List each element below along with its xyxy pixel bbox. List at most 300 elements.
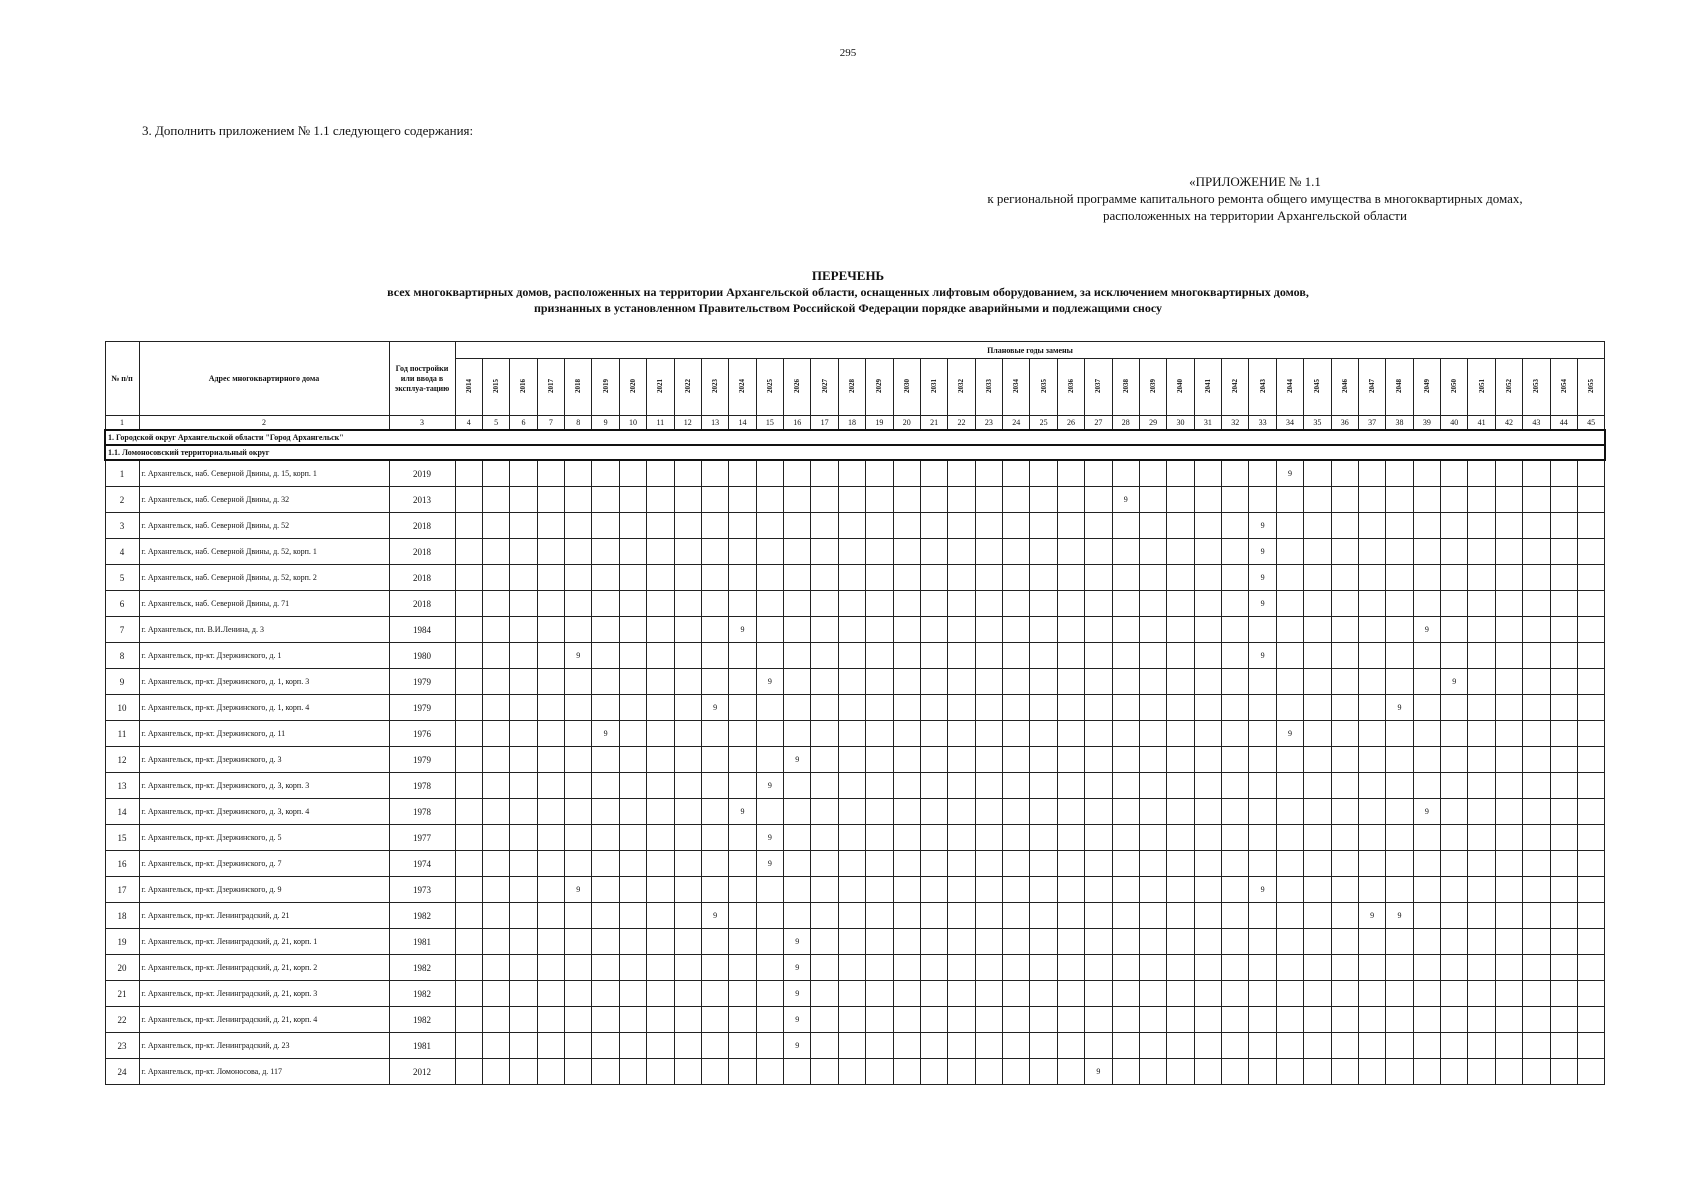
- year-cell-2032: [948, 1059, 975, 1085]
- header-year-2024: [729, 359, 756, 416]
- column-number: 28: [1112, 416, 1139, 431]
- year-cell-2043: [1249, 929, 1276, 955]
- column-number: 35: [1304, 416, 1331, 431]
- year-cell-2036: [1057, 747, 1084, 773]
- column-number: 31: [1194, 416, 1221, 431]
- year-cell-2032: [948, 539, 975, 565]
- column-number: 36: [1331, 416, 1358, 431]
- year-cell-2020: [619, 513, 646, 539]
- row-address: г. Архангельск, наб. Северной Двины, д. 32: [139, 487, 389, 513]
- year-cell-2033: [975, 513, 1002, 539]
- year-cell-2042: [1222, 1007, 1249, 1033]
- year-cell-2045: [1304, 1033, 1331, 1059]
- year-cell-2035: [1030, 617, 1057, 643]
- year-cell-2047: [1358, 721, 1385, 747]
- year-cell-2033: [975, 565, 1002, 591]
- year-cell-2034: [1003, 669, 1030, 695]
- year-cell-2017: [537, 695, 564, 721]
- year-cell-2020: [619, 851, 646, 877]
- year-cell-2023: [701, 851, 728, 877]
- year-cell-2032: [948, 955, 975, 981]
- year-cell-2026: 9: [784, 1033, 811, 1059]
- row-built-year: 1982: [389, 903, 455, 929]
- year-cell-2028: [838, 799, 865, 825]
- year-cell-2017: [537, 539, 564, 565]
- row-built-year: 1978: [389, 773, 455, 799]
- row-address: г. Архангельск, пл. В.И.Ленина, д. 3: [139, 617, 389, 643]
- year-cell-2022: [674, 643, 701, 669]
- year-cell-2018: [565, 747, 592, 773]
- year-cell-2030: [893, 903, 920, 929]
- year-cell-2037: [1085, 825, 1112, 851]
- year-cell-2036: [1057, 799, 1084, 825]
- year-cell-2034: [1003, 1033, 1030, 1059]
- year-cell-2017: [537, 565, 564, 591]
- year-cell-2048: [1386, 565, 1413, 591]
- row-built-year: 2018: [389, 539, 455, 565]
- year-cell-2045: [1304, 903, 1331, 929]
- year-cell-2016: [510, 825, 537, 851]
- year-cell-2028: [838, 565, 865, 591]
- year-cell-2019: [592, 695, 619, 721]
- year-cell-2026: [784, 773, 811, 799]
- year-cell-2046: [1331, 903, 1358, 929]
- year-cell-2023: [701, 825, 728, 851]
- year-cell-2039: [1139, 591, 1166, 617]
- year-cell-2042: [1222, 825, 1249, 851]
- year-cell-2046: [1331, 695, 1358, 721]
- year-cell-2024: [729, 591, 756, 617]
- year-cell-2021: [647, 695, 674, 721]
- row-number: 3: [105, 513, 139, 539]
- year-cell-2036: [1057, 721, 1084, 747]
- column-number: 1: [105, 416, 139, 431]
- year-cell-2055: [1577, 721, 1605, 747]
- column-number: 38: [1386, 416, 1413, 431]
- year-cell-2035: [1030, 1059, 1057, 1085]
- row-address: г. Архангельск, пр-кт. Ленинградский, д. 21, корп. 4: [139, 1007, 389, 1033]
- row-built-year: 2013: [389, 487, 455, 513]
- year-cell-2031: [920, 591, 947, 617]
- row-address: г. Архангельск, пр-кт. Ломоносова, д. 117: [139, 1059, 389, 1085]
- year-cell-2025: [756, 721, 783, 747]
- year-cell-2028: [838, 460, 865, 487]
- year-cell-2035: [1030, 825, 1057, 851]
- year-label: 2050: [1450, 379, 1459, 393]
- year-cell-2016: [510, 903, 537, 929]
- year-cell-2052: [1495, 825, 1522, 851]
- year-cell-2050: [1441, 929, 1468, 955]
- group-row-district: [105, 445, 1605, 460]
- year-cell-2041: [1194, 1007, 1221, 1033]
- year-cell-2049: [1413, 1059, 1440, 1085]
- year-cell-2034: [1003, 799, 1030, 825]
- year-cell-2054: [1550, 851, 1577, 877]
- year-cell-2046: [1331, 460, 1358, 487]
- row-built-year: 1979: [389, 669, 455, 695]
- year-cell-2030: [893, 721, 920, 747]
- year-cell-2041: [1194, 669, 1221, 695]
- year-cell-2048: [1386, 747, 1413, 773]
- year-cell-2051: [1468, 851, 1495, 877]
- year-cell-2038: [1112, 617, 1139, 643]
- table-row: [105, 1059, 1605, 1085]
- year-cell-2027: [811, 773, 838, 799]
- year-cell-2038: [1112, 539, 1139, 565]
- column-number: 13: [701, 416, 728, 431]
- year-cell-2017: [537, 487, 564, 513]
- year-cell-2039: [1139, 851, 1166, 877]
- year-cell-2018: 9: [565, 643, 592, 669]
- column-number: 23: [975, 416, 1002, 431]
- year-cell-2021: [647, 1033, 674, 1059]
- year-cell-2050: [1441, 460, 1468, 487]
- year-cell-2027: [811, 747, 838, 773]
- year-cell-2040: [1167, 487, 1194, 513]
- year-cell-2019: [592, 643, 619, 669]
- table-row: [105, 877, 1605, 903]
- year-cell-2016: [510, 565, 537, 591]
- year-cell-2033: [975, 747, 1002, 773]
- year-cell-2014: [455, 1033, 482, 1059]
- year-cell-2014: [455, 513, 482, 539]
- year-cell-2020: [619, 565, 646, 591]
- year-cell-2018: [565, 669, 592, 695]
- row-address: г. Архангельск, наб. Северной Двины, д. 71: [139, 591, 389, 617]
- year-cell-2015: [482, 695, 509, 721]
- year-cell-2040: [1167, 773, 1194, 799]
- year-cell-2038: [1112, 460, 1139, 487]
- year-cell-2052: [1495, 460, 1522, 487]
- column-number: 24: [1003, 416, 1030, 431]
- year-cell-2014: [455, 929, 482, 955]
- year-cell-2040: [1167, 981, 1194, 1007]
- row-number: 10: [105, 695, 139, 721]
- row-built-year: 2018: [389, 513, 455, 539]
- year-cell-2031: [920, 643, 947, 669]
- year-cell-2046: [1331, 1033, 1358, 1059]
- year-cell-2032: [948, 851, 975, 877]
- year-cell-2027: [811, 1059, 838, 1085]
- year-label: 2020: [628, 379, 637, 393]
- year-cell-2019: 9: [592, 721, 619, 747]
- year-cell-2015: [482, 747, 509, 773]
- year-cell-2029: [866, 799, 893, 825]
- header-year-2047: [1358, 359, 1385, 416]
- year-cell-2038: [1112, 1033, 1139, 1059]
- year-cell-2039: [1139, 539, 1166, 565]
- year-cell-2038: 9: [1112, 487, 1139, 513]
- year-cell-2025: 9: [756, 825, 783, 851]
- year-cell-2047: [1358, 825, 1385, 851]
- year-cell-2025: [756, 487, 783, 513]
- year-cell-2020: [619, 799, 646, 825]
- year-cell-2028: [838, 487, 865, 513]
- table-row: [105, 669, 1605, 695]
- year-cell-2041: [1194, 747, 1221, 773]
- year-cell-2032: [948, 903, 975, 929]
- year-cell-2025: [756, 695, 783, 721]
- header-year-2026: [784, 359, 811, 416]
- year-cell-2019: [592, 1033, 619, 1059]
- year-cell-2021: [647, 747, 674, 773]
- year-cell-2024: [729, 487, 756, 513]
- year-cell-2023: [701, 1059, 728, 1085]
- header-year-2055: [1577, 359, 1605, 416]
- year-cell-2038: [1112, 565, 1139, 591]
- year-cell-2036: [1057, 487, 1084, 513]
- year-cell-2052: [1495, 799, 1522, 825]
- year-cell-2044: [1276, 877, 1303, 903]
- header-year-2044: [1276, 359, 1303, 416]
- year-cell-2031: [920, 460, 947, 487]
- year-cell-2036: [1057, 1059, 1084, 1085]
- row-number: 14: [105, 799, 139, 825]
- year-cell-2043: 9: [1249, 565, 1276, 591]
- year-cell-2045: [1304, 487, 1331, 513]
- year-cell-2044: [1276, 799, 1303, 825]
- year-cell-2046: [1331, 721, 1358, 747]
- year-cell-2042: [1222, 591, 1249, 617]
- year-cell-2024: [729, 669, 756, 695]
- year-cell-2051: [1468, 1033, 1495, 1059]
- year-cell-2052: [1495, 981, 1522, 1007]
- year-cell-2021: [647, 903, 674, 929]
- year-cell-2043: [1249, 747, 1276, 773]
- year-cell-2053: [1523, 643, 1550, 669]
- year-cell-2029: [866, 903, 893, 929]
- column-number: 29: [1139, 416, 1166, 431]
- year-cell-2055: [1577, 1059, 1605, 1085]
- year-label: 2032: [957, 379, 966, 393]
- year-cell-2034: [1003, 591, 1030, 617]
- year-cell-2020: [619, 1007, 646, 1033]
- year-cell-2054: [1550, 1059, 1577, 1085]
- year-cell-2014: [455, 747, 482, 773]
- year-cell-2032: [948, 669, 975, 695]
- table-row: [105, 643, 1605, 669]
- year-cell-2047: [1358, 1007, 1385, 1033]
- year-cell-2053: [1523, 825, 1550, 851]
- year-cell-2037: [1085, 460, 1112, 487]
- year-cell-2014: [455, 539, 482, 565]
- year-cell-2047: [1358, 773, 1385, 799]
- year-cell-2026: [784, 513, 811, 539]
- year-label: 2036: [1066, 379, 1075, 393]
- year-cell-2044: [1276, 565, 1303, 591]
- year-cell-2015: [482, 799, 509, 825]
- year-cell-2029: [866, 825, 893, 851]
- year-cell-2047: [1358, 513, 1385, 539]
- table-row: [105, 1007, 1605, 1033]
- year-cell-2050: [1441, 721, 1468, 747]
- year-cell-2039: [1139, 955, 1166, 981]
- year-cell-2038: [1112, 513, 1139, 539]
- year-cell-2040: [1167, 877, 1194, 903]
- year-cell-2015: [482, 825, 509, 851]
- year-cell-2054: [1550, 617, 1577, 643]
- year-cell-2021: [647, 1007, 674, 1033]
- row-built-year: 1981: [389, 929, 455, 955]
- year-cell-2038: [1112, 721, 1139, 747]
- year-cell-2030: [893, 877, 920, 903]
- year-cell-2051: [1468, 487, 1495, 513]
- year-cell-2050: [1441, 1059, 1468, 1085]
- year-cell-2029: [866, 695, 893, 721]
- year-cell-2043: [1249, 1059, 1276, 1085]
- row-address: г. Архангельск, пр-кт. Дзержинского, д. 7: [139, 851, 389, 877]
- table-row: [105, 565, 1605, 591]
- table-row: [105, 513, 1605, 539]
- year-cell-2054: [1550, 747, 1577, 773]
- column-numbers-row: [105, 416, 1605, 431]
- year-cell-2015: [482, 565, 509, 591]
- year-cell-2052: [1495, 695, 1522, 721]
- year-cell-2037: [1085, 513, 1112, 539]
- year-cell-2055: [1577, 955, 1605, 981]
- year-cell-2047: [1358, 929, 1385, 955]
- year-cell-2051: [1468, 565, 1495, 591]
- year-cell-2025: [756, 929, 783, 955]
- year-cell-2016: [510, 460, 537, 487]
- year-cell-2018: [565, 799, 592, 825]
- year-cell-2046: [1331, 825, 1358, 851]
- row-number: 1: [105, 460, 139, 487]
- year-cell-2053: [1523, 955, 1550, 981]
- group-row-city-label: 1. Городской округ Архангельской области "Город Архангельск": [105, 430, 1605, 445]
- year-cell-2045: [1304, 1059, 1331, 1085]
- year-cell-2017: [537, 877, 564, 903]
- year-cell-2040: [1167, 617, 1194, 643]
- year-cell-2026: [784, 669, 811, 695]
- year-cell-2031: [920, 877, 947, 903]
- year-cell-2035: [1030, 1033, 1057, 1059]
- year-cell-2042: [1222, 539, 1249, 565]
- year-cell-2017: [537, 851, 564, 877]
- year-cell-2042: [1222, 929, 1249, 955]
- year-cell-2044: [1276, 903, 1303, 929]
- year-cell-2034: [1003, 773, 1030, 799]
- year-cell-2043: [1249, 695, 1276, 721]
- year-cell-2043: 9: [1249, 591, 1276, 617]
- year-cell-2032: [948, 825, 975, 851]
- year-cell-2052: [1495, 1033, 1522, 1059]
- year-cell-2023: [701, 981, 728, 1007]
- year-cell-2050: [1441, 903, 1468, 929]
- year-cell-2042: [1222, 981, 1249, 1007]
- year-cell-2017: [537, 799, 564, 825]
- year-cell-2049: 9: [1413, 617, 1440, 643]
- row-number: 20: [105, 955, 139, 981]
- year-cell-2035: [1030, 929, 1057, 955]
- year-cell-2017: [537, 929, 564, 955]
- row-address: г. Архангельск, пр-кт. Ленинградский, д. 23: [139, 1033, 389, 1059]
- header-year-2045: [1304, 359, 1331, 416]
- year-label: 2055: [1587, 379, 1596, 393]
- year-cell-2016: [510, 955, 537, 981]
- year-cell-2055: [1577, 851, 1605, 877]
- year-cell-2021: [647, 669, 674, 695]
- year-cell-2029: [866, 877, 893, 903]
- year-cell-2052: [1495, 747, 1522, 773]
- year-cell-2024: [729, 643, 756, 669]
- year-cell-2030: [893, 1033, 920, 1059]
- year-cell-2039: [1139, 643, 1166, 669]
- year-cell-2024: [729, 773, 756, 799]
- year-cell-2039: [1139, 513, 1166, 539]
- year-cell-2015: [482, 981, 509, 1007]
- year-cell-2039: [1139, 565, 1166, 591]
- year-cell-2016: [510, 773, 537, 799]
- header-year-2033: [975, 359, 1002, 416]
- year-cell-2032: [948, 721, 975, 747]
- year-cell-2018: [565, 565, 592, 591]
- year-cell-2042: [1222, 721, 1249, 747]
- year-cell-2019: [592, 747, 619, 773]
- column-number: 12: [674, 416, 701, 431]
- year-cell-2043: 9: [1249, 877, 1276, 903]
- header-year-2053: [1523, 359, 1550, 416]
- header-year-2052: [1495, 359, 1522, 416]
- year-label: 2025: [765, 379, 774, 393]
- row-built-year: 1977: [389, 825, 455, 851]
- year-cell-2024: [729, 1007, 756, 1033]
- year-cell-2025: [756, 565, 783, 591]
- year-cell-2028: [838, 877, 865, 903]
- year-cell-2032: [948, 617, 975, 643]
- year-cell-2043: [1249, 1033, 1276, 1059]
- year-cell-2049: [1413, 929, 1440, 955]
- year-cell-2032: [948, 591, 975, 617]
- table-row: [105, 487, 1605, 513]
- year-cell-2042: [1222, 695, 1249, 721]
- year-cell-2014: [455, 981, 482, 1007]
- year-cell-2049: [1413, 851, 1440, 877]
- year-cell-2031: [920, 513, 947, 539]
- year-cell-2029: [866, 721, 893, 747]
- year-cell-2037: [1085, 487, 1112, 513]
- table-row: [105, 695, 1605, 721]
- year-cell-2047: [1358, 747, 1385, 773]
- year-cell-2037: [1085, 617, 1112, 643]
- year-cell-2017: [537, 460, 564, 487]
- year-cell-2022: [674, 955, 701, 981]
- year-cell-2048: [1386, 460, 1413, 487]
- year-cell-2021: [647, 513, 674, 539]
- year-cell-2015: [482, 617, 509, 643]
- row-built-year: 1973: [389, 877, 455, 903]
- year-cell-2037: [1085, 721, 1112, 747]
- year-cell-2046: [1331, 851, 1358, 877]
- year-cell-2031: [920, 981, 947, 1007]
- year-cell-2040: [1167, 1059, 1194, 1085]
- year-cell-2021: [647, 1059, 674, 1085]
- year-cell-2043: [1249, 825, 1276, 851]
- year-cell-2016: [510, 747, 537, 773]
- year-cell-2047: [1358, 539, 1385, 565]
- year-cell-2039: [1139, 460, 1166, 487]
- year-cell-2020: [619, 695, 646, 721]
- year-cell-2049: [1413, 721, 1440, 747]
- year-cell-2038: [1112, 955, 1139, 981]
- column-number: 40: [1441, 416, 1468, 431]
- year-cell-2031: [920, 669, 947, 695]
- year-cell-2025: [756, 799, 783, 825]
- year-cell-2029: [866, 1033, 893, 1059]
- row-number: 7: [105, 617, 139, 643]
- year-cell-2040: [1167, 955, 1194, 981]
- year-cell-2053: [1523, 747, 1550, 773]
